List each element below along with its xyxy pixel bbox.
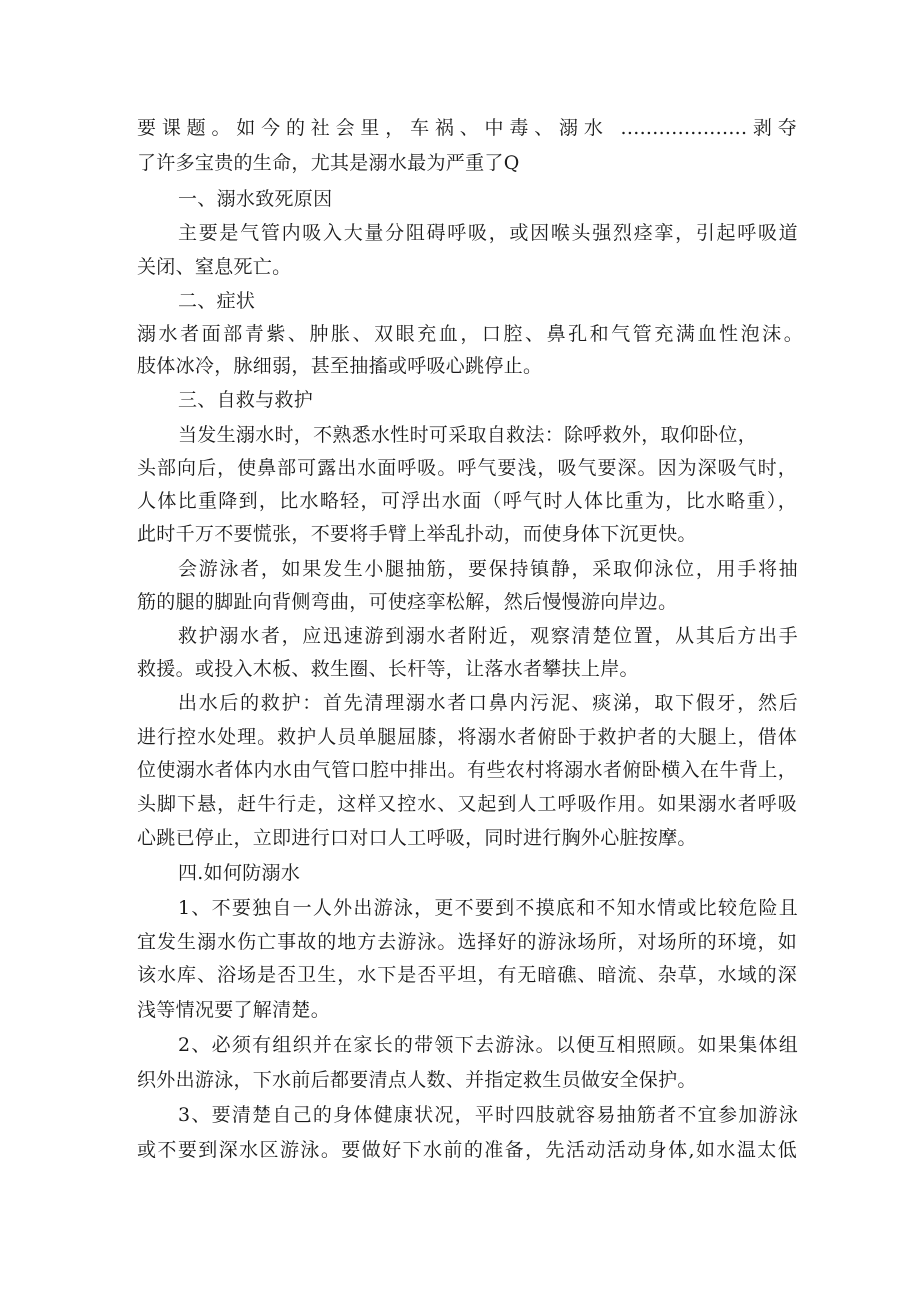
- paragraph-line: 织外出游泳，下水前后都要清点人数、并指定救生员做安全保护。: [137, 1069, 697, 1091]
- section-heading: 四.如何防溺水: [178, 862, 301, 884]
- paragraph-line: 关闭、窒息死亡。: [137, 256, 292, 278]
- paragraph-line: 肢体冰冷，脉细弱，甚至抽搐或呼吸心跳停止。: [137, 355, 543, 377]
- paragraph-line: 1、不要独自一人外出游泳，更不要到不摸底和不知水情或比较危险且: [178, 897, 798, 919]
- paragraph-line: 心跳已停止，立即进行口对口人工呼吸，同时进行胸外心脏按摩。: [137, 827, 697, 849]
- paragraph-line: 溺水者面部青紫、肿胀、双眼充血，口腔、鼻孔和气管充满血性泡沫。: [137, 323, 803, 345]
- paragraph-line: 头脚下悬，赶牛行走，这样又控水、又起到人工呼吸作用。如果溺水者呼吸: [137, 793, 797, 815]
- paragraph-line: 头部向后，使鼻部可露出水面呼吸。呼气要浅，吸气要深。因为深吸气时，: [137, 457, 797, 479]
- paragraph-line: 当发生溺水时，不熟悉水性时可采取自救法：除呼救外，取仰卧位，: [178, 424, 758, 446]
- paragraph-line: 位使溺水者体内水由气管口腔中排出。有些农村将溺水者俯卧横入在牛背上，: [137, 759, 797, 781]
- paragraph-line: 该水库、浴场是否卫生，水下是否平坦，有无暗礁、暗流、杂草，水域的深: [137, 964, 797, 986]
- paragraph-line: 人体比重降到，比水略轻，可浮出水面（呼气时人体比重为，比水略重），: [137, 490, 797, 512]
- section-heading: 三、自救与救护: [178, 389, 314, 411]
- paragraph-line: 了许多宝贵的生命，尤其是溺水最为严重了Q: [137, 152, 520, 174]
- paragraph-line: 此时千万不要慌张，不要将手臂上举乱扑动，而使身体下沉更快。: [137, 523, 697, 545]
- paragraph-line: 救援。或投入木板、救生圈、长杆等，让落水者攀扶上岸。: [137, 658, 639, 680]
- section-heading: 一、溺水致死原因: [178, 188, 333, 210]
- paragraph-line: 出水后的救护：首先清理溺水者口鼻内污泥、痰涕，取下假牙，然后: [178, 692, 798, 714]
- paragraph-line: 进行控水处理。救护人员单腿屈膝，将溺水者俯卧于救护者的大腿上，借体: [137, 726, 797, 748]
- paragraph-line: 或不要到深水区游泳。要做好下水前的准备，先活动活动身体,如水温太低: [137, 1139, 797, 1161]
- paragraph-line: 救护溺水者，应迅速游到溺水者附近，观察清楚位置，从其后方出手: [178, 625, 798, 647]
- section-heading: 二、症状: [178, 290, 256, 312]
- paragraph-line: 2、必须有组织并在家长的带领下去游泳。以便互相照顾。如果集体组: [178, 1034, 798, 1056]
- paragraph-line: 会游泳者，如果发生小腿抽筋，要保持镇静，采取仰泳位，用手将抽: [178, 558, 798, 580]
- paragraph-line: 主要是气管内吸入大量分阻碍呼吸，或因喉头强烈痉挛，引起呼吸道: [178, 222, 798, 244]
- paragraph-line: 筋的腿的脚趾向背侧弯曲，可使痉挛松解，然后慢慢游向岸边。: [137, 591, 678, 613]
- paragraph-line: 3、要清楚自己的身体健康状况，平时四肢就容易抽筋者不宜参加游泳: [178, 1104, 798, 1126]
- paragraph-line: 要课题。如今的社会里，车祸、中毒、溺水 ....................剥夺: [137, 117, 797, 139]
- paragraph-line: 浅等情况要了解清楚。: [137, 999, 331, 1021]
- paragraph-line: 宜发生溺水伤亡事故的地方去游泳。选择好的游泳场所，对场所的环境，如: [137, 931, 797, 953]
